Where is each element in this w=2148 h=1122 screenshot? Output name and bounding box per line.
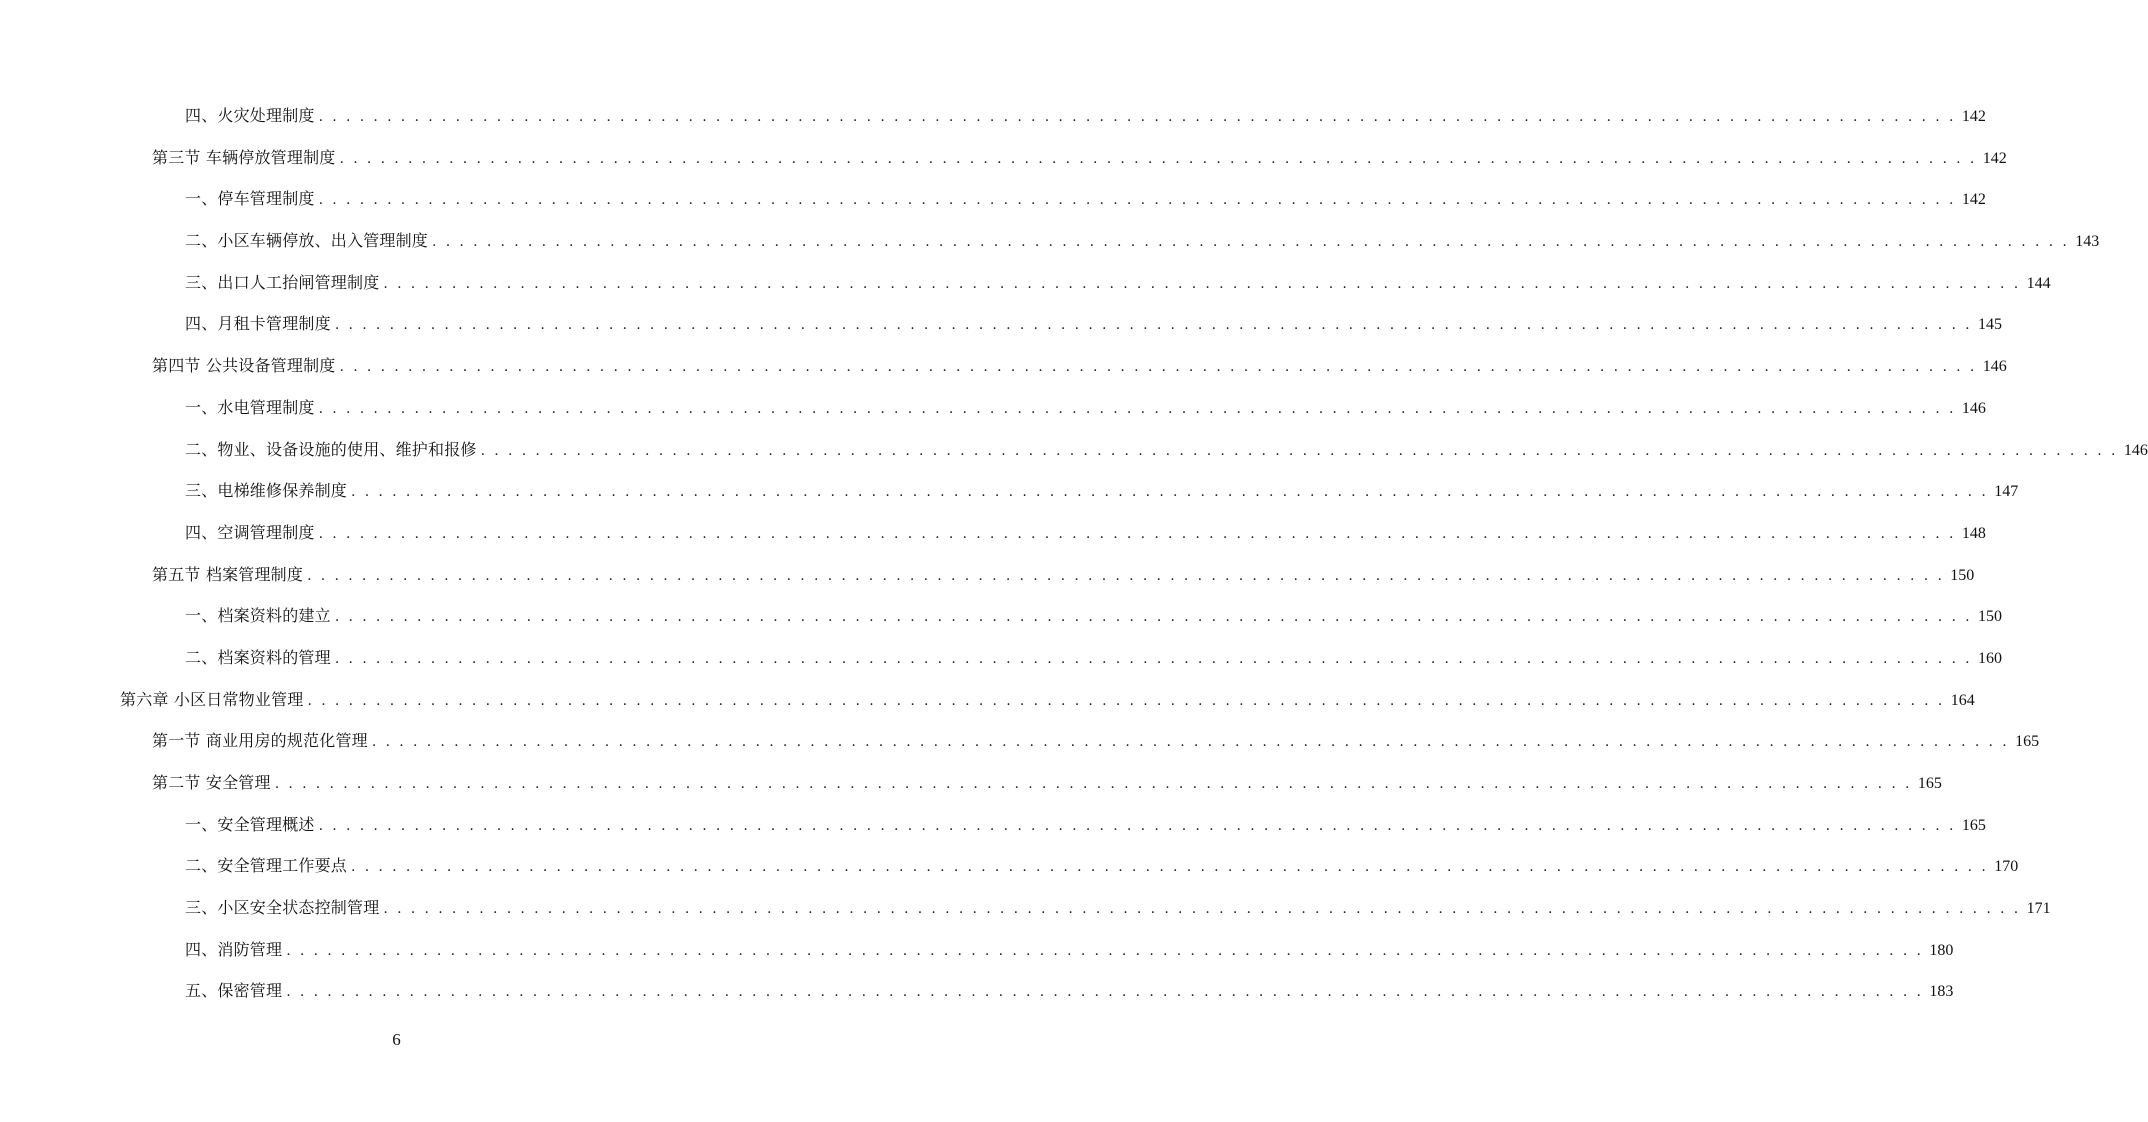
toc-entry[interactable] (0, 930, 1954, 972)
toc-leader-dots: . . . . . . . . . . . . . . . . . . . . . . . . . . . . . . . . . . . . . . . . . . . . . . . . . . . . . . . . . . . . . . . . . . . . . . . . . . . . . . . . . . . . . . . . . . . . . . . . . . . . . . . . . . . . . . . . . . . . . . . . (480, 442, 2118, 459)
table-of-contents (0, 96, 2148, 1013)
toc-entry-page: 142 (1961, 191, 1986, 209)
toc-entry-line (120, 688, 1975, 713)
toc-entry-title: 二、物业、设备设施的使用、维护和报修 (185, 439, 477, 459)
toc-entry-line (185, 438, 2148, 463)
toc-entry-title: 二、安全管理工作要点 (185, 856, 348, 876)
toc-entry-page: 146 (1961, 399, 1986, 417)
toc-entry[interactable] (0, 680, 1975, 722)
toc-entry-line (185, 979, 1954, 1004)
toc-entry-title: 第六章 小区日常物业管理 (120, 689, 304, 709)
toc-entry-title: 第一节 商业用房的规范化管理 (152, 731, 368, 751)
toc-leader-dots: . . . . . . . . . . . . . . . . . . . . . . . . . . . . . . . . . . . . . . . . . . . . . . . . . . . . . . . . . . . . . . . . . . . . . . . . . . . . . . . . . . . . . . . . . . . . . . . . . . . . . . . . . . . . . . . . . . . . . . . . (351, 859, 1989, 876)
toc-entry-line (152, 146, 2007, 171)
toc-entry-page: 164 (1950, 691, 1975, 709)
toc-entry[interactable] (0, 596, 2003, 638)
toc-entry[interactable] (0, 471, 2019, 513)
toc-entry-line (152, 354, 2007, 379)
toc-entry[interactable] (0, 138, 2007, 180)
toc-leader-dots: . . . . . . . . . . . . . . . . . . . . . . . . . . . . . . . . . . . . . . . . . . . . . . . . . . . . . . . . . . . . . . . . . . . . . . . . . . . . . . . . . . . . . . . . . . . . . . . . . . . . . . . . . . . . . . . . . . . . . . . . (274, 776, 1912, 792)
toc-entry-page: 147 (1994, 483, 2019, 501)
toc-entry[interactable] (0, 346, 2007, 388)
toc-entry-page: 160 (1978, 649, 2003, 667)
toc-leader-dots: . . . . . . . . . . . . . . . . . . . . . . . . . . . . . . . . . . . . . . . . . . . . . . . . . . . . . . . . . . . . . . . . . . . . . . . . . . . . . . . . . . . . . . . . . . . . . . . . . . . . . . . . . . . . . . . . . . . . . . . . (383, 901, 2021, 918)
toc-entry[interactable] (0, 888, 2051, 930)
toc-leader-dots: . . . . . . . . . . . . . . . . . . . . . . . . . . . . . . . . . . . . . . . . . . . . . . . . . . . . . . . . . . . . . . . . . . . . . . . . . . . . . . . . . . . . . . . . . . . . . . . . . . . . . . . . . . . . . . . . . . . . . . . . (318, 400, 1956, 417)
toc-entry[interactable] (0, 555, 1975, 597)
toc-entry-line (185, 479, 2019, 504)
toc-entry-title: 二、小区车辆停放、出入管理制度 (185, 231, 429, 251)
toc-leader-dots: . . . . . . . . . . . . . . . . . . . . . . . . . . . . . . . . . . . . . . . . . . . . . . . . . . . . . . . . . . . . . . . . . . . . . . . . . . . . . . . . . . . . . . . . . . . . . . . . . . . . . . . . . . . . . . . . . . . . . . . . (351, 484, 1989, 501)
toc-entry-line (185, 104, 1986, 129)
toc-entry-title: 三、小区安全状态控制管理 (185, 898, 380, 918)
toc-entry-line (185, 521, 1986, 546)
toc-entry[interactable] (0, 805, 1986, 847)
toc-leader-dots: . . . . . . . . . . . . . . . . . . . . . . . . . . . . . . . . . . . . . . . . . . . . . . . . . . . . . . . . . . . . . . . . . . . . . . . . . . . . . . . . . . . . . . . . . . . . . . . . . . . . . . . . . . . . . . . . . . . . . . . . (318, 192, 1956, 209)
toc-entry-title: 一、停车管理制度 (185, 189, 315, 209)
toc-entry-page: 170 (1994, 858, 2019, 876)
toc-leader-dots: . . . . . . . . . . . . . . . . . . . . . . . . . . . . . . . . . . . . . . . . . . . . . . . . . . . . . . . . . . . . . . . . . . . . . . . . . . . . . . . . . . . . . . . . . . . . . . . . . . . . . . . . . . . . . . . . . . . . . . . . (383, 275, 2021, 292)
toc-entry[interactable] (0, 638, 2003, 680)
toc-entry[interactable] (0, 846, 2019, 888)
toc-entry-title: 第四节 公共设备管理制度 (152, 356, 336, 376)
toc-entry-page: 146 (2123, 441, 2148, 459)
toc-leader-dots: . . . . . . . . . . . . . . . . . . . . . . . . . . . . . . . . . . . . . . . . . . . . . . . . . . . . . . . . . . . . . . . . . . . . . . . . . . . . . . . . . . . . . . . . . . . . . . . . . . . . . . . . . . . . . . . . . . . . . . . . (371, 734, 2010, 751)
toc-entry-line (185, 271, 2051, 296)
toc-entry[interactable] (0, 263, 2051, 305)
toc-entry-page: 183 (1929, 983, 1954, 1001)
toc-entry[interactable] (0, 721, 2040, 763)
toc-entry-line (185, 312, 2003, 337)
toc-entry-title: 第三节 车辆停放管理制度 (152, 147, 336, 167)
toc-entry-page: 171 (2026, 900, 2051, 918)
toc-entry-title: 四、月租卡管理制度 (185, 314, 331, 334)
toc-entry-title: 三、出口人工抬闸管理制度 (185, 272, 380, 292)
toc-leader-dots: . . . . . . . . . . . . . . . . . . . . . . . . . . . . . . . . . . . . . . . . . . . . . . . . . . . . . . . . . . . . . . . . . . . . . . . . . . . . . . . . . . . . . . . . . . . . . . . . . . . . . . . . . . . . . . . . . . . . . . . . (307, 567, 1945, 584)
toc-entry-page: 146 (1982, 358, 2007, 376)
toc-entry-title: 四、消防管理 (185, 939, 283, 959)
toc-entry-page: 148 (1961, 524, 1986, 542)
toc-entry[interactable] (0, 513, 1986, 555)
toc-entry-title: 第二节 安全管理 (152, 773, 271, 792)
toc-leader-dots: . . . . . . . . . . . . . . . . . . . . . . . . . . . . . . . . . . . . . . . . . . . . . . . . . . . . . . . . . . . . . . . . . . . . . . . . . . . . . . . . . . . . . . . . . . . . . . . . . . . . . . . . . . . . . . . . . . . . . . . . (286, 942, 1924, 959)
toc-leader-dots: . . . . . . . . . . . . . . . . . . . . . . . . . . . . . . . . . . . . . . . . . . . . . . . . . . . . . . . . . . . . . . . . . . . . . . . . . . . . . . . . . . . . . . . . . . . . . . . . . . . . . . . . . . . . . . . . . . . . . . . . (334, 609, 1973, 626)
toc-entry[interactable] (0, 388, 1986, 430)
toc-entry-line (152, 563, 1975, 588)
toc-entry-title: 一、水电管理制度 (185, 397, 315, 417)
toc-entry-title: 第五节 档案管理制度 (152, 564, 304, 584)
toc-leader-dots: . . . . . . . . . . . . . . . . . . . . . . . . . . . . . . . . . . . . . . . . . . . . . . . . . . . . . . . . . . . . . . . . . . . . . . . . . . . . . . . . . . . . . . . . . . . . . . . . . . . . . . . . . . . . . . . . . . . . . . . . (318, 817, 1956, 834)
toc-leader-dots: . . . . . . . . . . . . . . . . . . . . . . . . . . . . . . . . . . . . . . . . . . . . . . . . . . . . . . . . . . . . . . . . . . . . . . . . . . . . . . . . . . . . . . . . . . . . . . . . . . . . . . . . . . . . . . . . . . . . . . . . (286, 984, 1924, 1001)
toc-entry-page: 143 (2075, 233, 2100, 251)
toc-entry-page: 165 (2015, 733, 2040, 751)
toc-leader-dots: . . . . . . . . . . . . . . . . . . . . . . . . . . . . . . . . . . . . . . . . . . . . . . . . . . . . . . . . . . . . . . . . . . . . . . . . . . . . . . . . . . . . . . . . . . . . . . . . . . . . . . . . . . . . . . . . . . . . . . . . (339, 359, 1977, 376)
toc-entry-page: 145 (1978, 316, 2003, 334)
toc-entry-line (185, 896, 2051, 921)
toc-leader-dots: . . . . . . . . . . . . . . . . . . . . . . . . . . . . . . . . . . . . . . . . . . . . . . . . . . . . . . . . . . . . . . . . . . . . . . . . . . . . . . . . . . . . . . . . . . . . . . . . . . . . . . . . . . . . . . . . . . . . . . . . (334, 650, 1973, 667)
toc-entry-line (185, 646, 2003, 671)
toc-entry-line (185, 229, 2100, 254)
toc-entry[interactable] (0, 763, 1942, 805)
toc-leader-dots: . . . . . . . . . . . . . . . . . . . . . . . . . . . . . . . . . . . . . . . . . . . . . . . . . . . . . . . . . . . . . . . . . . . . . . . . . . . . . . . . . . . . . . . . . . . . . . . . . . . . . . . . . . . . . . . . . . . . . . . . (339, 150, 1977, 167)
toc-entry-line (185, 187, 1986, 212)
toc-entry[interactable] (0, 179, 1986, 221)
toc-leader-dots: . . . . . . . . . . . . . . . . . . . . . . . . . . . . . . . . . . . . . . . . . . . . . . . . . . . . . . . . . . . . . . . . . . . . . . . . . . . . . . . . . . . . . . . . . . . . . . . . . . . . . . . . . . . . . . . . . . . . . . . . (307, 692, 1945, 709)
toc-leader-dots: . . . . . . . . . . . . . . . . . . . . . . . . . . . . . . . . . . . . . . . . . . . . . . . . . . . . . . . . . . . . . . . . . . . . . . . . . . . . . . . . . . . . . . . . . . . . . . . . . . . . . . . . . . . . . . . . . . . . . . . . (334, 317, 1973, 334)
toc-entry-title: 一、安全管理概述 (185, 814, 315, 834)
toc-entry-line (185, 396, 1986, 421)
toc-entry[interactable] (0, 430, 2148, 472)
toc-leader-dots: . . . . . . . . . . . . . . . . . . . . . . . . . . . . . . . . . . . . . . . . . . . . . . . . . . . . . . . . . . . . . . . . . . . . . . . . . . . . . . . . . . . . . . . . . . . . . . . . . . . . . . . . . . . . . . . . . . . . . . . . (432, 234, 2070, 251)
toc-entry-page: 142 (1961, 108, 1986, 125)
toc-entry-line (152, 771, 1942, 796)
toc-entry-title: 五、保密管理 (185, 981, 283, 1001)
toc-entry[interactable] (0, 971, 1954, 1013)
toc-entry-line (185, 604, 2003, 629)
toc-entry-line (185, 813, 1986, 838)
toc-entry-title: 四、空调管理制度 (185, 522, 315, 542)
toc-entry-page: 144 (2026, 274, 2051, 292)
toc-entry-title: 三、电梯维修保养制度 (185, 481, 348, 501)
toc-leader-dots: . . . . . . . . . . . . . . . . . . . . . . . . . . . . . . . . . . . . . . . . . . . . . . . . . . . . . . . . . . . . . . . . . . . . . . . . . . . . . . . . . . . . . . . . . . . . . . . . . . . . . . . . . . . . . . . . . . . . . . . . (318, 525, 1956, 542)
toc-entry-line (185, 854, 2019, 879)
toc-entry-page: 142 (1982, 149, 2007, 167)
toc-entry-page: 150 (1978, 608, 2003, 626)
toc-entry-page: 165 (1917, 775, 1942, 792)
toc-entry-title: 二、档案资料的管理 (185, 647, 331, 667)
toc-entry-page: 150 (1950, 566, 1975, 584)
toc-leader-dots: . . . . . . . . . . . . . . . . . . . . . . . . . . . . . . . . . . . . . . . . . . . . . . . . . . . . . . . . . . . . . . . . . . . . . . . . . . . . . . . . . . . . . . . . . . . . . . . . . . . . . . . . . . . . . . . . . . . . . . . . (318, 109, 1956, 125)
toc-entry-line (152, 729, 2040, 754)
toc-entry-title: 四、火灾处理制度 (185, 106, 315, 125)
toc-entry-page: 180 (1929, 941, 1954, 959)
toc-entry[interactable] (0, 221, 2100, 263)
toc-entry[interactable] (0, 304, 2003, 346)
toc-entry[interactable] (0, 96, 1986, 138)
toc-entry-page: 165 (1961, 816, 1986, 834)
toc-entry-line (185, 938, 1954, 963)
toc-entry-title: 一、档案资料的建立 (185, 606, 331, 626)
page-number: 6 (392, 1030, 401, 1049)
